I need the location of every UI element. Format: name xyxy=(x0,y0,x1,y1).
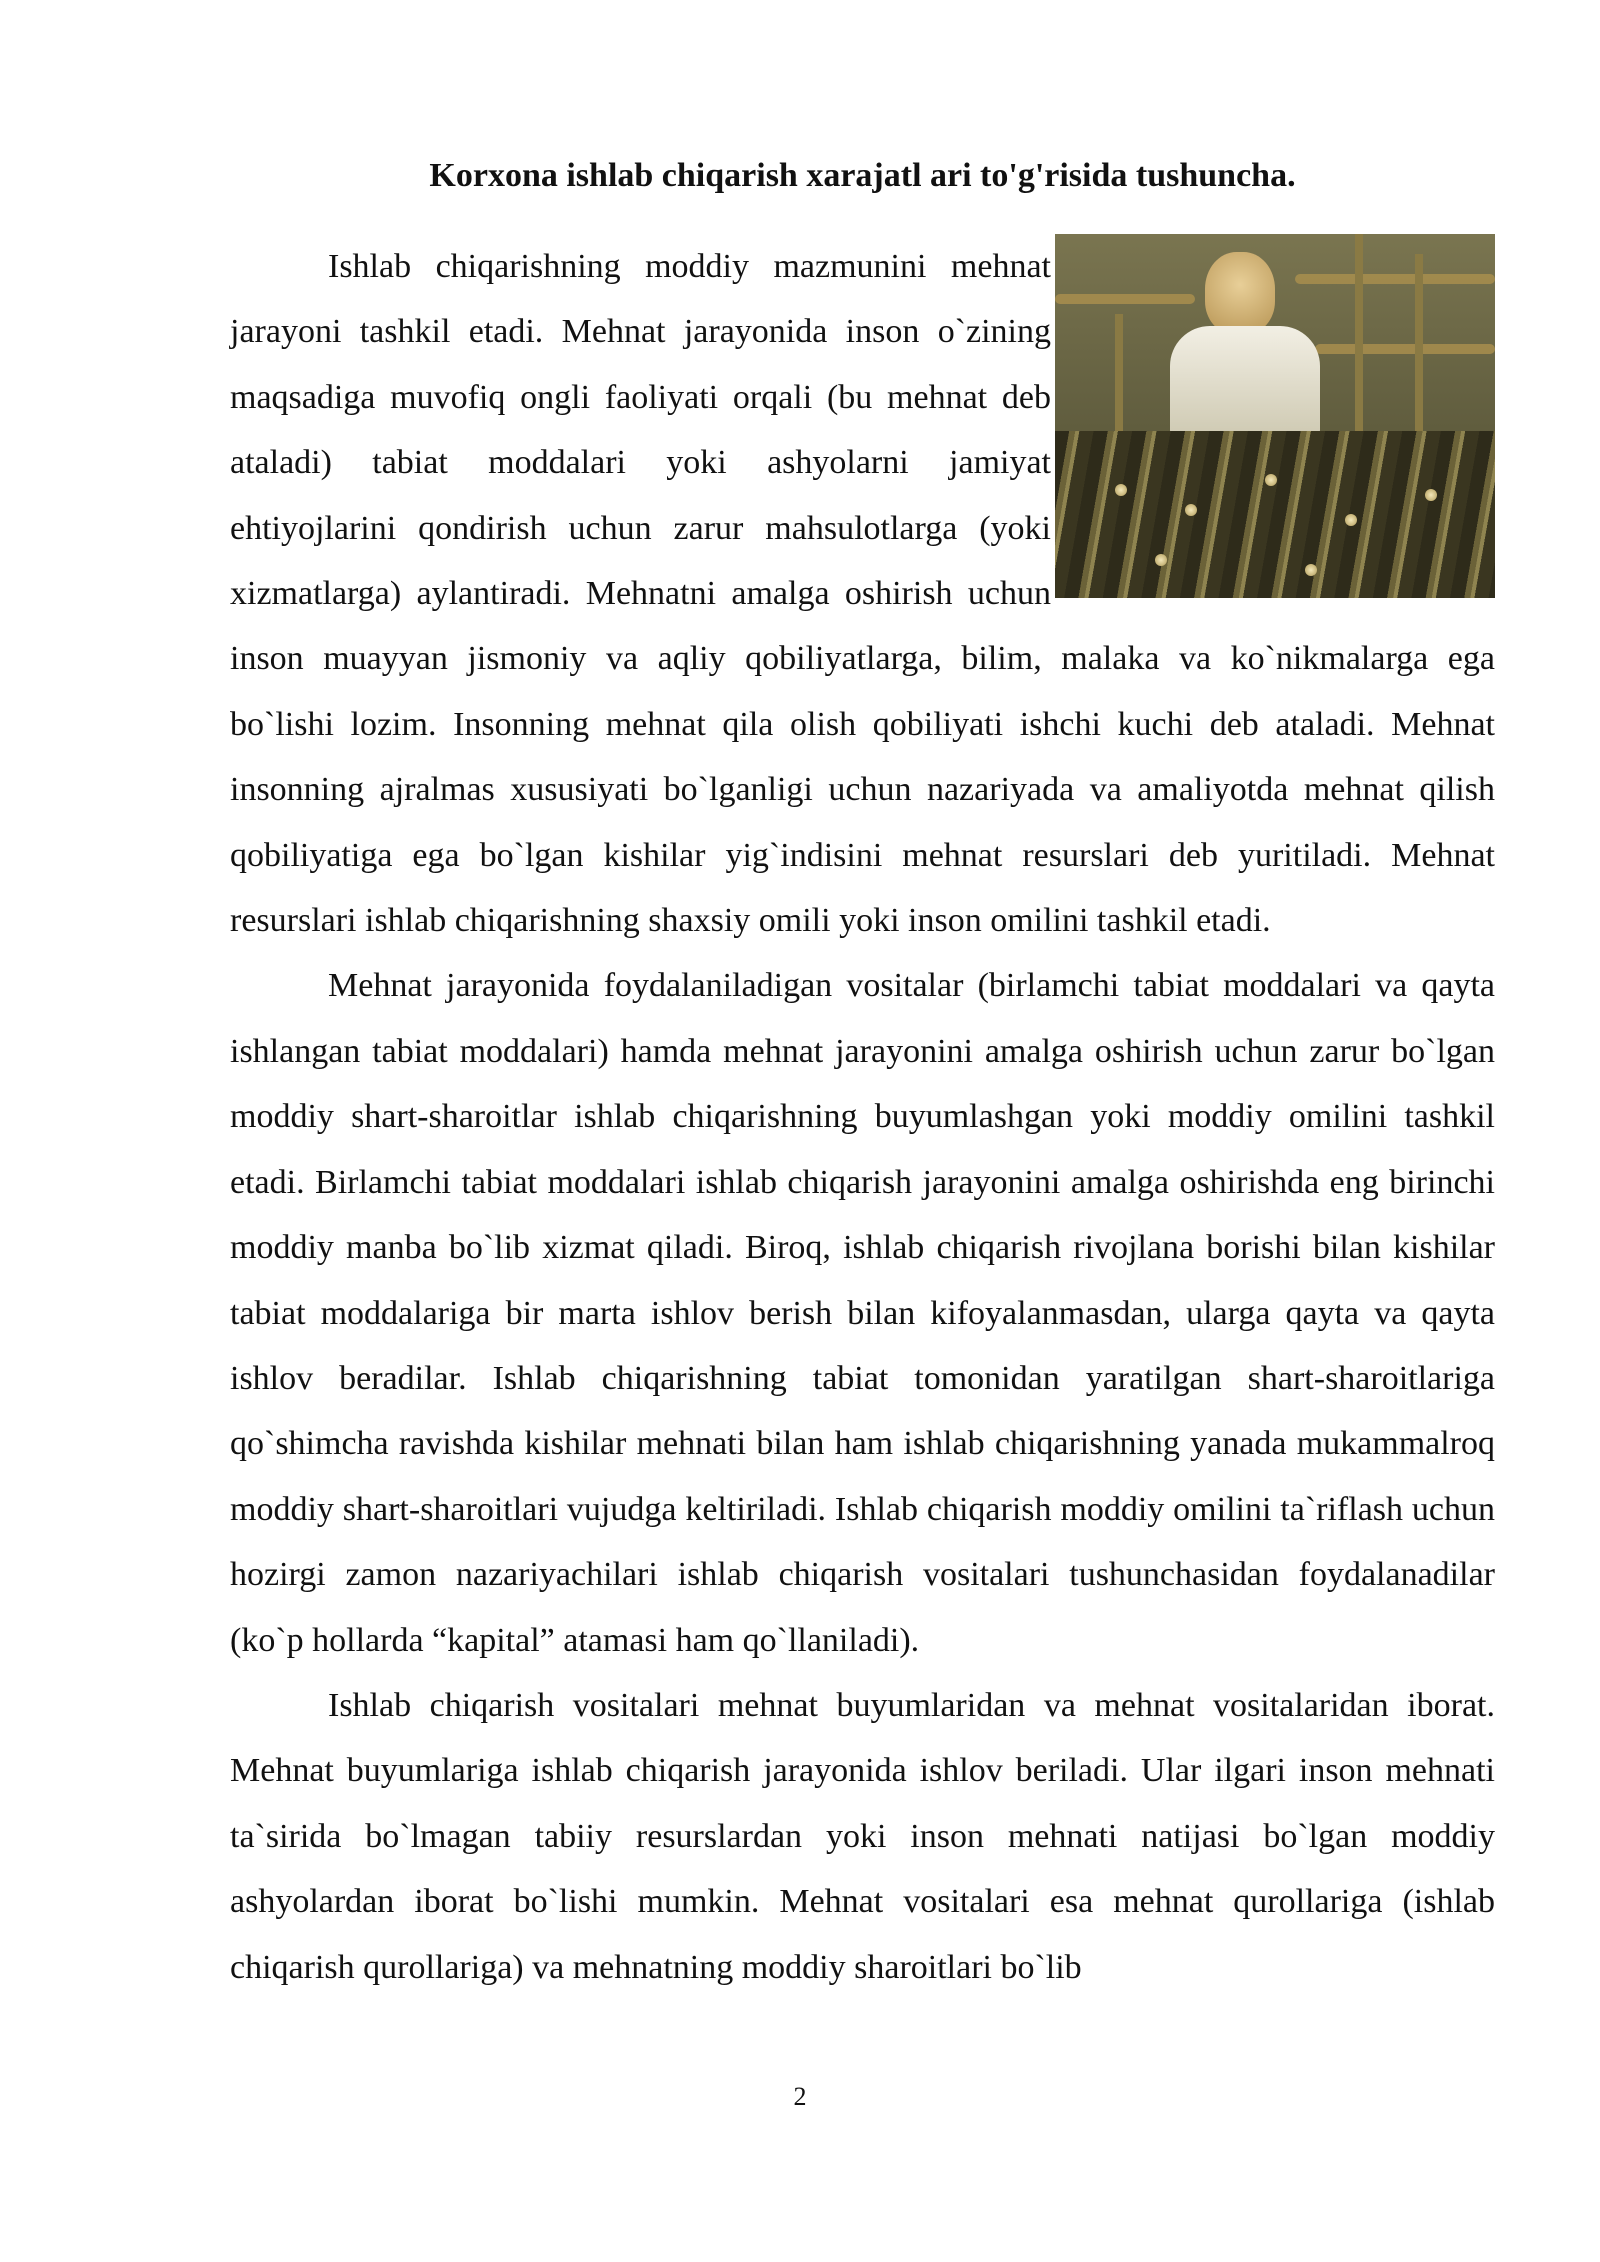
paragraph-2: Mehnat jarayonida foydalaniladigan vositalar (birlamchi tabiat moddalari va qayta ishlangan tabiat moddalari) hamda mehnat jarayonini amalga oshirish uchun zarur bo`lgan moddiy shart-sharoitlar ishlab chiqarishning buyumlashgan yoki moddiy omilini tashkil etadi. Birlamchi tabiat moddalari ishlab chiqarish jarayonini amalga oshirishda eng birinchi moddiy manba bo`lib xizmat qiladi. Biroq, ishlab chiqarish rivojlana borishi bilan kishilar tabiat moddalariga bir marta ishlov berish bilan kifoyalanmasdan, ularga qayta va qayta ishlov beradilar. Ishlab chiqarishning tabiat tomonidan yaratilgan shart-sharoitlariga qo`shimcha ravishda kishilar mehnati bilan ham ishlab chiqarishning yanada mukammalroq moddiy shart-sharoitlari vujudga keltiriladi. Ishlab chiqarish moddiy omilini ta`riflash uchun hozirgi zamon nazariyachilari ishlab chiqarish vositalari tushunchasidan foydalanadilar (ko`p hollarda “kapital” atamasi ham qo`llaniladi). xyxy=(230,967,1495,1659)
paragraph-3: Ishlab chiqarish vositalari mehnat buyumlaridan va mehnat vositalaridan iborat. Mehnat buyumlariga ishlab chiqarish jarayonida ishlov beriladi. Ular ilgari inson mehnati ta`sirida bo`lmagan tabiiy resurslardan yoki inson mehnati natijasi bo`lgan moddiy ashyolardan iborat bo`lishi mumkin. Mehnat vositalari esa mehnat qurollariga (ishlab chiqarish qurollariga) va mehnatning moddiy sharoitlari bo`lib xyxy=(230,1686,1495,1986)
document-body xyxy=(230,234,1495,2000)
page-number: 2 xyxy=(793,2082,807,2111)
paragraph-1 xyxy=(230,234,1495,953)
paragraph-1-text: Ishlab chiqarishning moddiy mazmunini mehnat jarayoni tashkil etadi. Mehnat jarayonida inson o`zining maqsadiga muvofiq ongli faoliyati orqali (bu mehnat deb ataladi) tabiat moddalari yoki ashyolarni jamiyat ehtiyojlarini qondirish uchun zarur mahsulotlarga (yoki xizmatlarga) aylantiradi. Mehnatni amalga oshirish uchun inson muayyan jismoniy va aqliy qobiliyatlarga, bilim, malaka va ko`nikmalarga ega bo`lishi lozim. Insonning mehnat qila olish qobiliyati ishchi kuchi deb ataladi. Mehnat insonning ajralmas xususiyati bo`lganligi uchun nazariyada va amaliyotda mehnat qilish qobiliyatiga ega bo`lgan kishilar yig`indisini mehnat resurslari deb yuritiladi. Mehnat resurslari ishlab chiqarishning shaxsiy omili yoki inson omilini tashkil etadi. xyxy=(230,248,1495,940)
document-title: Korxona ishlab chiqarish xarajatl ari to'g'risida tushuncha. xyxy=(429,157,1296,194)
factory-worker-photo xyxy=(1055,234,1495,598)
